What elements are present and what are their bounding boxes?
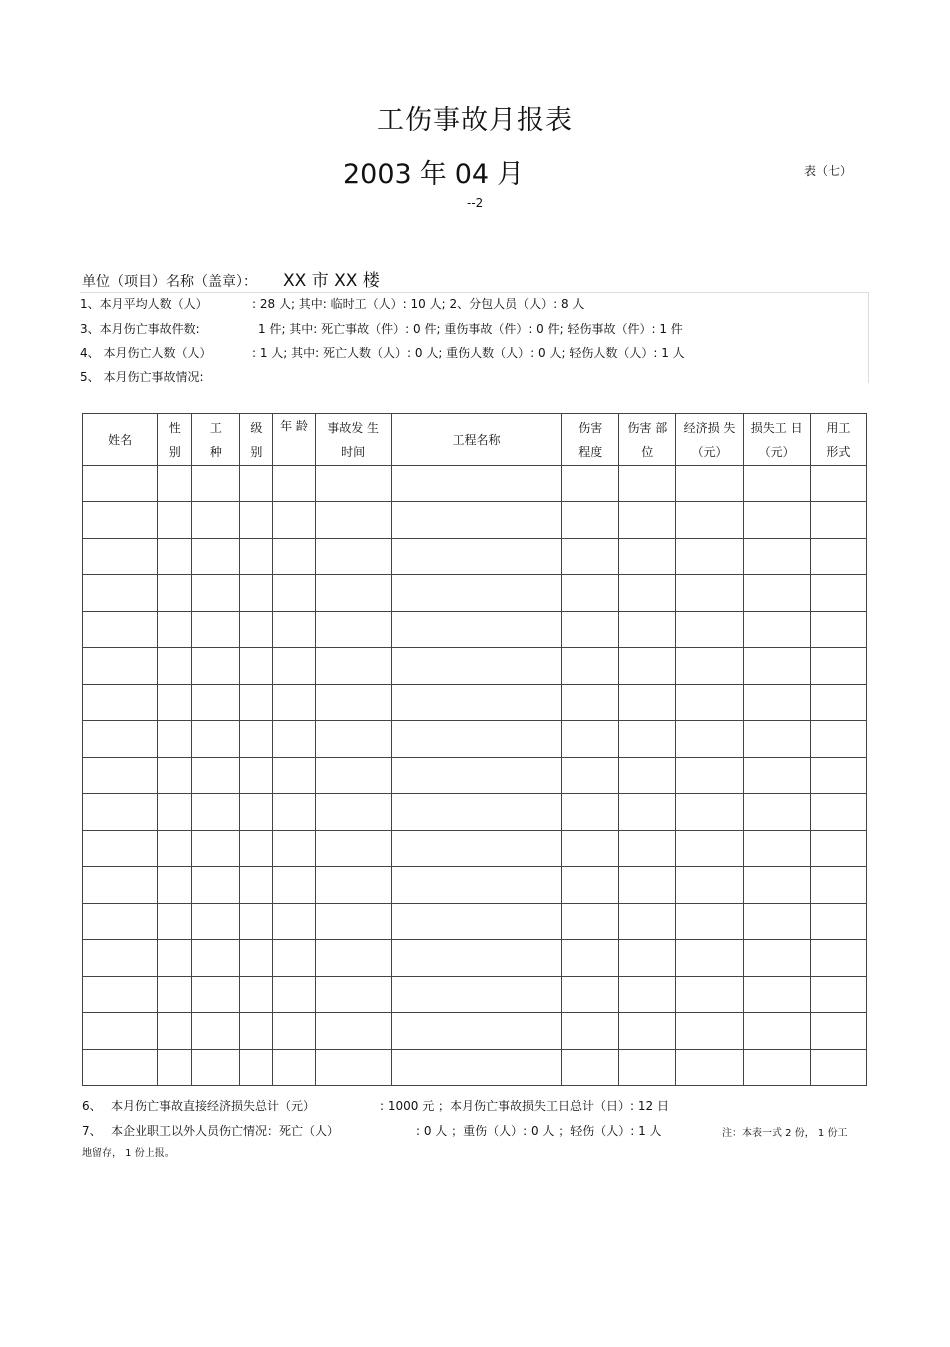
table-cell [192, 976, 240, 1012]
table-cell [315, 903, 391, 939]
table-cell [619, 466, 676, 502]
table-cell [391, 648, 561, 684]
table-cell [240, 575, 273, 611]
table-cell [192, 502, 240, 538]
table-cell [743, 903, 810, 939]
table-cell [158, 976, 192, 1012]
table-cell [562, 757, 619, 793]
table-cell [619, 721, 676, 757]
period-year: 2003 [343, 159, 412, 190]
table-cell [315, 1049, 391, 1086]
table-cell [158, 903, 192, 939]
table-cell [676, 757, 743, 793]
table-cell [743, 684, 810, 720]
table-cell [192, 1049, 240, 1086]
table-cell [192, 830, 240, 866]
period-year-unit: 年 [419, 159, 447, 190]
table-cell [810, 903, 866, 939]
form-number: 表（七） [804, 164, 853, 178]
table-cell [619, 1013, 676, 1049]
table-cell [619, 611, 676, 647]
unit-value: XX 市 XX 楼 [283, 271, 380, 291]
table-cell [83, 538, 158, 574]
summary-info-block [80, 292, 869, 383]
table-cell [562, 721, 619, 757]
table-cell [273, 1013, 315, 1049]
table-cell [562, 794, 619, 830]
table-cell [619, 684, 676, 720]
table-cell [83, 940, 158, 976]
table-cell [273, 502, 315, 538]
table-cell [810, 684, 866, 720]
table-cell [240, 757, 273, 793]
table-row [83, 466, 867, 502]
footer-7-text: : 0 人 ；重伤（人）: 0 人 ；轻伤（人）: 1 人 [416, 1124, 662, 1138]
table-cell [676, 502, 743, 538]
header-accident-time: 事故发 生 时间 [315, 414, 391, 466]
table-cell [158, 538, 192, 574]
table-cell [619, 757, 676, 793]
table-cell [810, 502, 866, 538]
table-cell [391, 1049, 561, 1086]
table-cell [192, 575, 240, 611]
header-economic-loss: 经济损 失 （元） [676, 414, 743, 466]
table-cell [192, 648, 240, 684]
table-row [83, 903, 867, 939]
table-cell [315, 757, 391, 793]
table-cell [240, 684, 273, 720]
table-cell [743, 721, 810, 757]
table-cell [743, 940, 810, 976]
header-project-name: 工程名称 [391, 414, 561, 466]
table-cell [158, 1049, 192, 1086]
period-month: 04 [454, 159, 490, 190]
info-label: 1、本月平均人数（人） [80, 297, 208, 311]
table-cell [619, 502, 676, 538]
table-cell [273, 757, 315, 793]
table-row [83, 502, 867, 538]
footer-note-b: 地留存， 1 份上报。 [82, 1148, 175, 1159]
table-cell [83, 976, 158, 1012]
table-cell [240, 940, 273, 976]
table-cell [676, 1013, 743, 1049]
table-cell [810, 940, 866, 976]
table-cell [743, 611, 810, 647]
table-cell [315, 575, 391, 611]
table-cell [273, 684, 315, 720]
table-cell [273, 976, 315, 1012]
table-cell [273, 830, 315, 866]
table-cell [315, 1013, 391, 1049]
accident-table [82, 413, 867, 1086]
table-row [83, 1049, 867, 1086]
table-cell [676, 466, 743, 502]
table-cell [315, 684, 391, 720]
table-cell [810, 830, 866, 866]
table-cell [315, 648, 391, 684]
table-cell [743, 538, 810, 574]
table-cell [676, 830, 743, 866]
table-cell [810, 1049, 866, 1086]
table-cell [240, 830, 273, 866]
table-row [83, 757, 867, 793]
table-cell [192, 684, 240, 720]
table-cell [391, 502, 561, 538]
table-cell [158, 757, 192, 793]
table-cell [83, 684, 158, 720]
table-cell [315, 721, 391, 757]
table-cell [743, 976, 810, 1012]
table-cell [743, 648, 810, 684]
table-cell [192, 867, 240, 903]
table-cell [158, 721, 192, 757]
table-cell [743, 867, 810, 903]
table-row [83, 1013, 867, 1049]
table-cell [158, 502, 192, 538]
footer-note-a: 注：本表一式 2 份， 1 份工 [722, 1128, 848, 1139]
table-cell [315, 867, 391, 903]
table-cell [315, 976, 391, 1012]
table-cell [562, 830, 619, 866]
table-cell [619, 903, 676, 939]
table-cell [743, 757, 810, 793]
table-cell [619, 648, 676, 684]
table-cell [240, 867, 273, 903]
info-text: : 1 人; 其中: 死亡人数（人）: 0 人; 重伤人数（人）: 0 人; 轻伤人数（人）: 1 人 [252, 346, 685, 360]
table-cell [391, 757, 561, 793]
table-cell [240, 1049, 273, 1086]
info-text: 1 件; 其中: 死亡事故（件）: 0 件; 重伤事故（件）: 0 件; 轻伤事故（件）: 1 件 [258, 322, 683, 336]
table-cell [391, 903, 561, 939]
table-row [83, 575, 867, 611]
table-cell [676, 721, 743, 757]
table-cell [562, 903, 619, 939]
table-cell [83, 1049, 158, 1086]
table-cell [676, 903, 743, 939]
table-cell [810, 867, 866, 903]
table-cell [676, 1049, 743, 1086]
table-cell [273, 903, 315, 939]
table-row [83, 867, 867, 903]
table-cell [158, 940, 192, 976]
table-cell [158, 830, 192, 866]
table-cell [562, 502, 619, 538]
table-cell [676, 684, 743, 720]
table-cell [619, 575, 676, 611]
table-cell [83, 867, 158, 903]
table-cell [562, 867, 619, 903]
table-cell [158, 611, 192, 647]
header-employment-form: 用工 形式 [810, 414, 866, 466]
table-cell [676, 648, 743, 684]
table-cell [273, 648, 315, 684]
table-cell [562, 648, 619, 684]
footer-7-label: 本企业职工以外人员伤亡情况：死亡（人） [111, 1124, 340, 1138]
table-body [83, 466, 867, 1086]
table-cell [619, 867, 676, 903]
table-cell [562, 1049, 619, 1086]
table-cell [562, 538, 619, 574]
table-cell [391, 940, 561, 976]
footer-line-6 [82, 1097, 102, 1114]
table-cell [83, 466, 158, 502]
header-injury-degree: 伤害 程度 [562, 414, 619, 466]
table-cell [315, 830, 391, 866]
table-cell [743, 502, 810, 538]
table-cell [391, 684, 561, 720]
table-cell [240, 976, 273, 1012]
report-title: 工伤事故月报表 [377, 105, 573, 136]
table-cell [158, 684, 192, 720]
table-cell [810, 611, 866, 647]
table-cell [273, 1049, 315, 1086]
table-cell [619, 976, 676, 1012]
table-cell [315, 940, 391, 976]
table-cell [676, 940, 743, 976]
period-month-unit: 月 [497, 159, 525, 190]
table-cell [391, 721, 561, 757]
table-cell [315, 794, 391, 830]
table-row [83, 684, 867, 720]
info-label: 4、 本月伤亡人数（人） [80, 346, 212, 360]
table-cell [240, 794, 273, 830]
table-cell [192, 903, 240, 939]
form-code: --2 [467, 196, 484, 210]
table-cell [192, 794, 240, 830]
table-cell [391, 976, 561, 1012]
header-lost-workdays: 损失工 日 （元） [743, 414, 810, 466]
info-label: 3、本月伤亡事故件数: [80, 322, 200, 336]
table-cell [158, 1013, 192, 1049]
table-header-row [83, 414, 867, 466]
table-cell [562, 611, 619, 647]
table-cell [273, 867, 315, 903]
table-cell [240, 502, 273, 538]
table-cell [810, 757, 866, 793]
table-row [83, 794, 867, 830]
table-cell [743, 466, 810, 502]
table-cell [743, 794, 810, 830]
unit-name-row [82, 266, 380, 291]
table-cell [192, 538, 240, 574]
footer-6-text: : 1000 元 ；本月伤亡事故损失工日总计（日）: 12 日 [380, 1099, 669, 1113]
table-cell [315, 466, 391, 502]
table-cell [315, 538, 391, 574]
info-label: 5、 本月伤亡事故情况: [80, 370, 204, 384]
table-cell [273, 575, 315, 611]
table-cell [192, 940, 240, 976]
table-cell [83, 611, 158, 647]
table-row [83, 940, 867, 976]
table-cell [676, 575, 743, 611]
table-cell [83, 794, 158, 830]
table-cell [273, 721, 315, 757]
table-cell [676, 611, 743, 647]
table-cell [273, 611, 315, 647]
table-cell [240, 648, 273, 684]
table-cell [192, 721, 240, 757]
table-cell [619, 538, 676, 574]
table-cell [562, 575, 619, 611]
table-cell [273, 940, 315, 976]
header-grade: 级 别 [240, 414, 273, 466]
table-row [83, 830, 867, 866]
table-cell [676, 794, 743, 830]
table-cell [562, 1013, 619, 1049]
table-cell [192, 1013, 240, 1049]
table-cell [83, 648, 158, 684]
table-cell [158, 867, 192, 903]
table-cell [192, 466, 240, 502]
table-cell [240, 538, 273, 574]
table-cell [83, 903, 158, 939]
table-cell [743, 830, 810, 866]
table-cell [83, 502, 158, 538]
table-cell [391, 867, 561, 903]
table-cell [810, 721, 866, 757]
table-cell [391, 794, 561, 830]
table-cell [810, 976, 866, 1012]
footer-7-prefix: 7、 [82, 1124, 102, 1138]
table-cell [192, 757, 240, 793]
table-row [83, 648, 867, 684]
table-cell [619, 794, 676, 830]
table-cell [240, 611, 273, 647]
table-cell [391, 611, 561, 647]
table-cell [273, 466, 315, 502]
table-cell [743, 1049, 810, 1086]
table-cell [315, 611, 391, 647]
table-cell [315, 502, 391, 538]
table-cell [619, 830, 676, 866]
table-cell [192, 611, 240, 647]
footer-line-7 [82, 1122, 102, 1139]
table-row [83, 721, 867, 757]
table-cell [562, 940, 619, 976]
footer-6-label: 本月伤亡事故直接经济损失总计（元） [111, 1099, 316, 1113]
table-cell [810, 794, 866, 830]
table-cell [273, 794, 315, 830]
table-cell [391, 830, 561, 866]
header-trade: 工 种 [192, 414, 240, 466]
table-cell [240, 1013, 273, 1049]
table-cell [810, 466, 866, 502]
table-cell [83, 575, 158, 611]
table-cell [810, 1013, 866, 1049]
table-cell [391, 1013, 561, 1049]
footer-6-prefix: 6、 [82, 1099, 102, 1113]
table-cell [562, 976, 619, 1012]
table-cell [676, 867, 743, 903]
table-cell [273, 538, 315, 574]
table-cell [391, 538, 561, 574]
unit-label: 单位（项目）名称（盖章）： [82, 274, 257, 290]
table-cell [158, 466, 192, 502]
table-cell [240, 466, 273, 502]
table-row [83, 611, 867, 647]
table-cell [83, 757, 158, 793]
table-cell [83, 830, 158, 866]
table-cell [743, 575, 810, 611]
header-name: 姓名 [83, 414, 158, 466]
table-cell [83, 1013, 158, 1049]
table-cell [562, 466, 619, 502]
header-injury-part: 伤害 部 位 [619, 414, 676, 466]
header-gender: 性 别 [158, 414, 192, 466]
table-cell [562, 684, 619, 720]
table-cell [240, 721, 273, 757]
table-cell [619, 940, 676, 976]
table-cell [158, 575, 192, 611]
table-cell [158, 648, 192, 684]
table-cell [391, 466, 561, 502]
header-age: 年 龄 [273, 414, 315, 466]
table-cell [810, 648, 866, 684]
table-cell [158, 794, 192, 830]
table-cell [676, 976, 743, 1012]
table-cell [810, 575, 866, 611]
table-cell [676, 538, 743, 574]
table-row [83, 538, 867, 574]
table-cell [391, 575, 561, 611]
table-cell [83, 721, 158, 757]
table-cell [743, 1013, 810, 1049]
table-row [83, 976, 867, 1012]
report-period [343, 152, 532, 191]
table-cell [240, 903, 273, 939]
table-cell [810, 538, 866, 574]
table-cell [619, 1049, 676, 1086]
info-text: : 28 人; 其中: 临时工（人）: 10 人; 2、分包人员（人）: 8 人 [252, 297, 585, 311]
